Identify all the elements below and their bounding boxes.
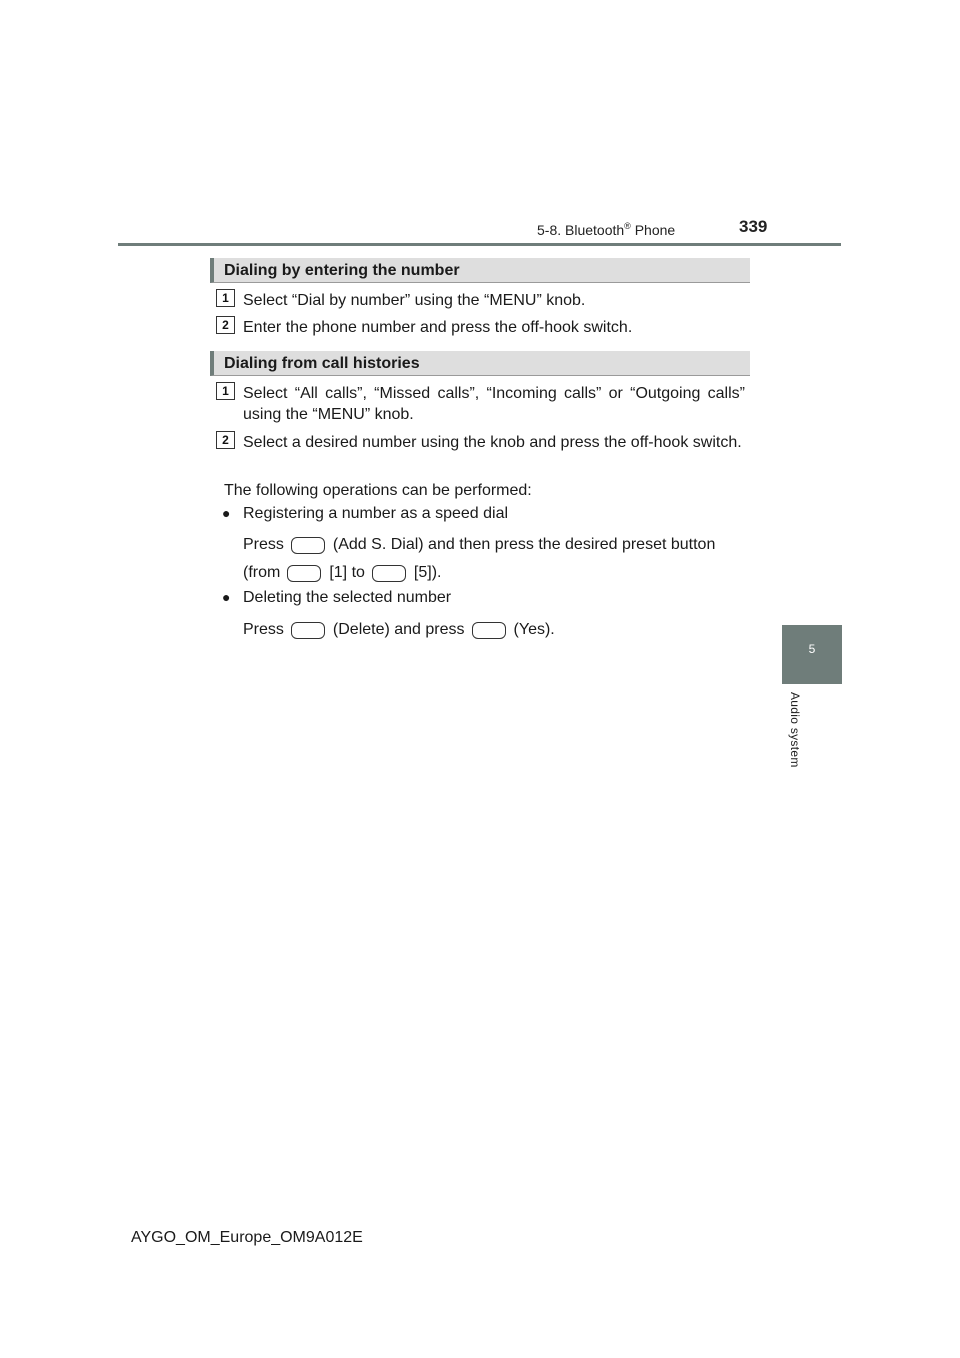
operation-instruction (243, 534, 715, 555)
section-prefix: 5-8. Bluetooth (537, 222, 625, 238)
chapter-number: 5 (808, 642, 816, 656)
step-text: Select a desired number using the knob and press the off-hook switch. (243, 434, 742, 451)
delete-button-icon (291, 622, 325, 639)
step-badge: 2 (216, 316, 235, 334)
step-text: Select “Dial by number” using the “MENU” knob. (243, 292, 586, 309)
yes-button-icon (472, 622, 506, 639)
step-badge: 2 (216, 431, 235, 449)
operation-title: Registering a number as a speed dial (243, 505, 509, 522)
operation-title: Deleting the selected number (243, 589, 452, 606)
add-speed-dial-button-icon (291, 537, 325, 554)
operation-instruction (243, 562, 441, 583)
header-rule (118, 243, 841, 246)
bullet-icon: ● (222, 589, 231, 605)
section-heading-dial-by-number: Dialing by entering the number (210, 258, 750, 283)
document-code: AYGO_OM_Europe_OM9A012E (131, 1229, 363, 1246)
instruction-text: (Delete) and press (332, 621, 465, 638)
instruction-text: Press (243, 621, 284, 638)
section-suffix: Phone (630, 222, 676, 238)
instruction-text: (from (243, 564, 281, 581)
instruction-text: [5]). (413, 564, 442, 581)
operations-intro: The following operations can be performed: (224, 482, 532, 499)
running-header-section (537, 221, 675, 238)
instruction-text: (Add S. Dial) and then press the desired preset button (332, 536, 716, 553)
registered-mark: ® (624, 221, 631, 231)
instruction-text: [1] to (329, 564, 365, 581)
instruction-text: (Yes). (513, 621, 555, 638)
step-badge: 1 (216, 382, 235, 400)
preset-1-button-icon (287, 565, 321, 582)
bullet-icon: ● (222, 505, 231, 521)
step-text: Select “All calls”, “Missed calls”, “Incoming calls” or “Outgoing calls” using the “MENU” knob. (243, 385, 745, 423)
step-badge: 1 (216, 289, 235, 307)
page-number: 339 (739, 217, 768, 236)
step-text: Enter the phone number and press the off-hook switch. (243, 319, 633, 336)
preset-5-button-icon (372, 565, 406, 582)
instruction-text: Press (243, 536, 284, 553)
section-heading-call-histories: Dialing from call histories (210, 351, 750, 376)
chapter-title: Audio system (788, 692, 802, 768)
operation-instruction (243, 619, 555, 640)
